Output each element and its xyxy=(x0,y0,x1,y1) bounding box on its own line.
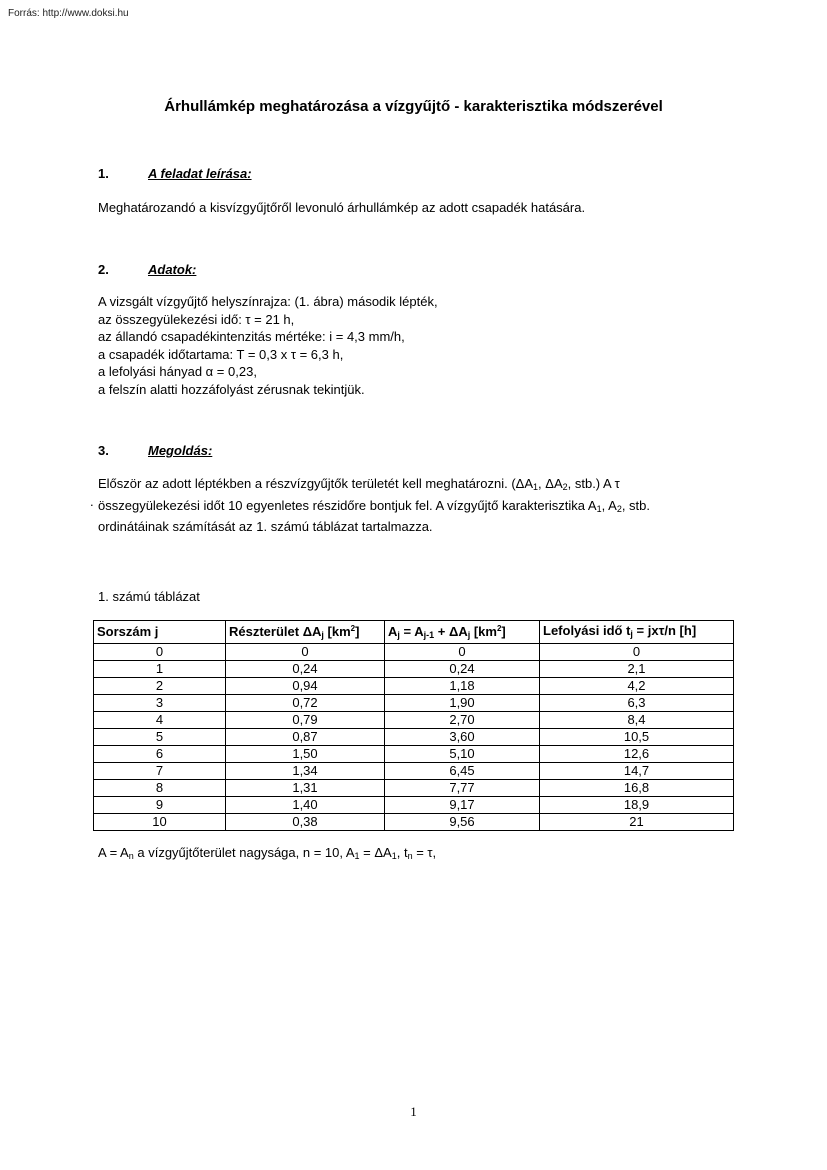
section-number: 1. xyxy=(98,166,109,181)
table-cell: 0 xyxy=(385,644,540,661)
section-heading-data xyxy=(98,262,196,277)
section-number: 2. xyxy=(98,262,109,277)
table-cell: 1,90 xyxy=(385,695,540,712)
table-cell: 7,77 xyxy=(385,780,540,797)
section-heading-solution xyxy=(98,443,212,458)
margin-mark: . xyxy=(90,494,94,509)
section-number: 3. xyxy=(98,443,109,458)
table-cell: 10,5 xyxy=(540,729,734,746)
table-cell: 0 xyxy=(540,644,734,661)
data-line: a felszín alatti hozzáfolyást zérusnak tekintjük. xyxy=(98,381,365,397)
table-cell: 8,4 xyxy=(540,712,734,729)
data-table xyxy=(93,620,734,831)
table-row xyxy=(94,763,734,780)
section-label: A feladat leírása: xyxy=(148,166,252,181)
section-heading-task xyxy=(98,166,252,181)
table-cell: 7 xyxy=(94,763,226,780)
table-cell: 9 xyxy=(94,797,226,814)
table-row xyxy=(94,644,734,661)
table-cell: 0 xyxy=(94,644,226,661)
table-row xyxy=(94,661,734,678)
table-cell: 16,8 xyxy=(540,780,734,797)
table-cell: 2,1 xyxy=(540,661,734,678)
data-line: a lefolyási hányad α = 0,23, xyxy=(98,364,257,379)
header-reszterulet: Részterület $\Delta A_j$ $[km^2]$ xyxy=(226,621,385,644)
table-cell: 0,24 xyxy=(226,661,385,678)
table-cell: 1 xyxy=(94,661,226,678)
table-row xyxy=(94,814,734,831)
table-cell: 8 xyxy=(94,780,226,797)
table-cell: 12,6 xyxy=(540,746,734,763)
table-cell: 0,79 xyxy=(226,712,385,729)
table-cell: 0,24 xyxy=(385,661,540,678)
table-cell: 0,72 xyxy=(226,695,385,712)
table-cell: 6 xyxy=(94,746,226,763)
page-title: Árhullámkép meghatározása a vízgyűjtő - karakterisztika módszerével xyxy=(164,98,663,115)
table-row xyxy=(94,797,734,814)
page-number: 1 xyxy=(410,1104,417,1119)
table-cell: 1,50 xyxy=(226,746,385,763)
table-header-row xyxy=(94,621,734,644)
table-cell: 0,94 xyxy=(226,678,385,695)
table-cell: 0,87 xyxy=(226,729,385,746)
task-description: Meghatározandó a kisvízgyűjtőről levonuló árhullámkép az adott csapadék hatására. xyxy=(98,200,586,215)
table-cell: 9,17 xyxy=(385,797,540,814)
table-row xyxy=(94,746,734,763)
solution-line: összegyülekezési időt 10 egyenletes részidőre bontjuk fel. A vízgyűjtő karakterisztika $A_1$, $A_2$, stb. xyxy=(98,497,651,514)
table-cell: 1,34 xyxy=(226,763,385,780)
table-cell: 4,2 xyxy=(540,678,734,695)
table-cell: 5,10 xyxy=(385,746,540,763)
table-cell: 9,56 xyxy=(385,814,540,831)
table-cell: 6,45 xyxy=(385,763,540,780)
table-cell: 6,3 xyxy=(540,695,734,712)
table-cell: 1,31 xyxy=(226,780,385,797)
solution-text xyxy=(98,475,758,536)
table-cell: 3 xyxy=(94,695,226,712)
table-cell: 5 xyxy=(94,729,226,746)
header-sorszam: Sorszám j xyxy=(94,621,226,644)
table-cell: 0,38 xyxy=(226,814,385,831)
data-line: A vizsgált vízgyűjtő helyszínrajza: (1. ábra) második lépték, xyxy=(98,294,438,309)
solution-line: ordinátáinak számítását az 1. számú táblázat tartalmazza. xyxy=(98,519,433,534)
table-cell: 1,18 xyxy=(385,678,540,695)
table-cell: 10 xyxy=(94,814,226,831)
table-row xyxy=(94,729,734,746)
table-row xyxy=(94,780,734,797)
table-cell: 0 xyxy=(226,644,385,661)
table-cell: 3,60 xyxy=(385,729,540,746)
table-cell: 2 xyxy=(94,678,226,695)
data-list xyxy=(98,293,758,398)
table-cell: 14,7 xyxy=(540,763,734,780)
source-url: Forrás: http://www.doksi.hu xyxy=(8,8,129,19)
table-row xyxy=(94,695,734,712)
table-cell: 21 xyxy=(540,814,734,831)
header-cumulative-area: $A_j = A_{j-1} + \Delta A_j$ $[km^2]$ xyxy=(385,621,540,644)
table-cell: 18,9 xyxy=(540,797,734,814)
definition-note: $A = A_n$ a vízgyűjtőterület nagysága, n = 10, $A_1 = \Delta A_1$, $t_n = \tau$, xyxy=(98,845,437,861)
section-label: Megoldás: xyxy=(148,443,213,458)
data-line: az összegyülekezési idő: τ = 21 h, xyxy=(98,311,295,327)
data-line: az állandó csapadékintenzitás mértéke: i = 4,3 mm/h, xyxy=(98,329,405,344)
table-cell: 4 xyxy=(94,712,226,729)
table-cell: 1,40 xyxy=(226,797,385,814)
table-caption: 1. számú táblázat xyxy=(98,589,200,604)
header-lefolyasi-ido: Lefolyási idő $t_j = jx\tau/n$ [h] xyxy=(540,621,734,644)
table-row xyxy=(94,678,734,695)
data-line: a csapadék időtartama: T = 0,3 x τ = 6,3 h, xyxy=(98,346,344,362)
table-row xyxy=(94,712,734,729)
solution-line: Először az adott léptékben a részvízgyűjtők területét kell meghatározni. ($\Delta A_1$, $\Delta A_2$, stb.) A τ xyxy=(98,476,620,492)
section-label: Adatok: xyxy=(148,262,197,277)
table-cell: 2,70 xyxy=(385,712,540,729)
